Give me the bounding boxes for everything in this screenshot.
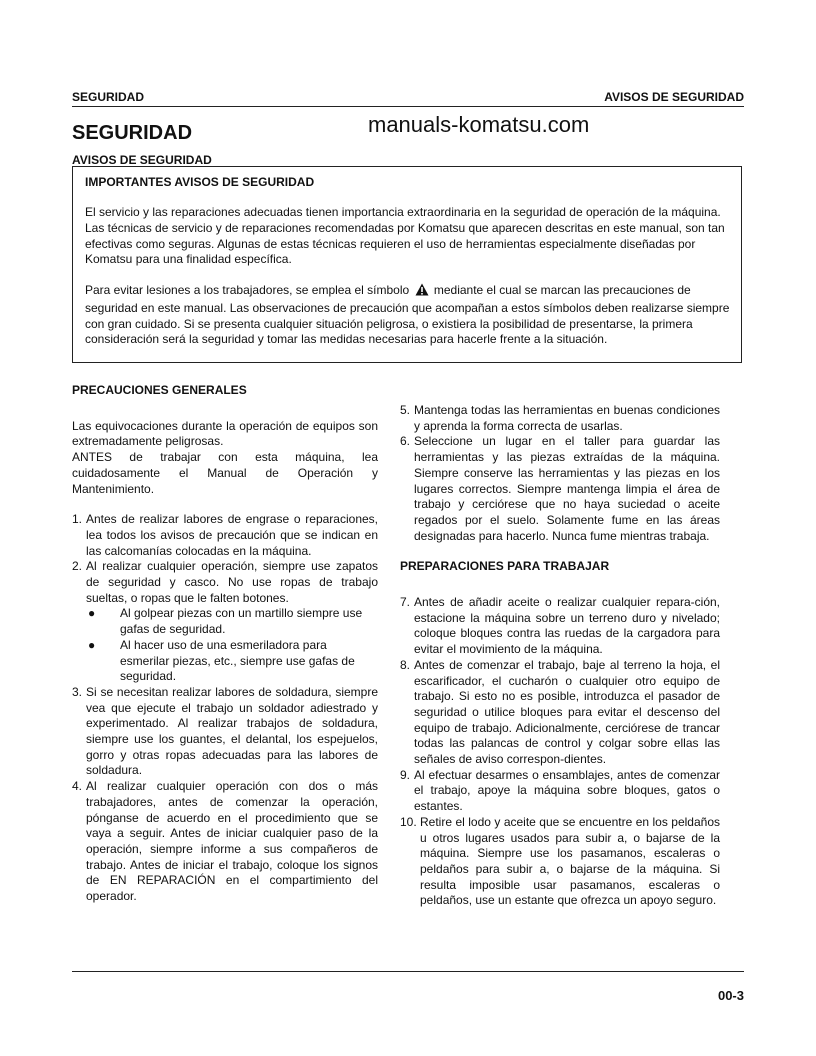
list-item-text: en el compartimiento del operador. [86,873,378,904]
list-item [72,512,378,559]
list-item [400,403,720,434]
list-item-text: Antes de realizar labores de engrase o reparaciones, lea todos los avisos de precaución que se indican en las calcomanías colocadas en la máquina. [86,512,378,558]
footer-rule [72,971,744,972]
left-column [72,383,378,905]
list-item-number: 8. [400,657,411,672]
list-item-number: 7. [400,595,411,610]
safety-notice-box [72,166,742,363]
list-item-number: 9. [400,767,411,782]
bullet-text: Al golpear piezas con un martillo siempre use gafas de seguridad. [120,606,363,637]
list-item-text: Mantenga todas las herramientas en buenas condiciones y aprenda la forma correcta de usarlas. [414,403,720,433]
notice-box-title: IMPORTANTES AVISOS DE SEGURIDAD [85,175,315,189]
general-intro-1: Las equivocaciones durante la operación de equipos son extremadamente peligrosas. [72,418,378,449]
list-item-number: 2. [72,559,83,574]
list-item-text: Antes de comenzar el trabajo, baje al terreno la hoja, el escarificador, el cucharón o cualquier otro equipo de trabajo. Si esto no es posible, introduzca el pasador de seguridad o utilice bloques para evitar el descenso del equipo de trabajo. Adicionalmente, cerciórese de trancar todas las palancas de control y colgar sobre ellas las señales de aviso correspon-dientes. [414,657,720,767]
list-item-text: Seleccione un lugar en el taller para guardar las herramientas y las piezas extraídas de la máquina. Siempre conserve las herramientas y las piezas en los lugares correctos. Siempre mantenga limpia el área de trabajo y cerciórese que no haya suciedad o aceite regados por el suelo. Solamente fume en las áreas designadas para hacerlo. Nunca fume mientras trabaja. [414,434,720,543]
list-item-text: Al realizar cualquier operación con dos o más trabajadores, antes de comenzar la operación, pónganse de acuerdo en el procedimiento que se vaya a seguir. Antes de iniciar cualquier paso de la operación, siempre informe a sus compañeros de trabajo. Antes de iniciar el trabajo, coloque los signos de [86,779,378,888]
right-column [400,403,720,909]
bullet-icon: ● [88,606,96,621]
header-rule [72,106,744,107]
in-repair-sign-label: EN REPARACIÓN [109,873,216,888]
list-item [400,434,720,544]
list-item-text: Si se necesitan realizar labores de soldadura, siempre vea que ejecute el trabajo un soldador adiestrado y experimentado. Al realizar trabajos de soldadura, siempre use los guantes, el delantal, los espejuelos, gorro y otras ropas adecuadas para las labores de soldadura. [86,684,378,778]
page-number: 00-3 [717,988,744,1003]
general-intro-2: ANTES de trabajar con esta máquina, lea cuidadosamente el Manual de Operación y Mantenimiento. [72,450,378,496]
list-item-text: Al efectuar desarmes o ensamblajes, antes de comenzar el trabajo, apoye la máquina sobre bloques, gatos o estantes. [414,767,720,814]
running-header-left: SEGURIDAD [72,90,145,104]
bullet-item [72,606,378,637]
notice-paragraph-2-after: mediante el cual se marcan las precauciones de seguridad en este manual. Las observaciones de precaución que acompañan a estos símbolos deben realizarse siempre con gran cuidado. Si se presenta cualquier situación peligrosa, o existiera la posibilidad de presentarse, la primera consideración será la seguridad y tomar las medidas necesarias para hacerle frente a la situación. [85,283,730,347]
bullet-item [72,638,378,685]
list-item [400,815,720,909]
notice-paragraph-2-before: Para evitar lesiones a los trabajadores, se emplea el símbolo [85,283,410,297]
running-header-right: AVISOS DE SEGURIDAD [604,90,744,104]
list-item [72,779,378,905]
section-subtitle: AVISOS DE SEGURIDAD [72,153,212,167]
notice-paragraph-2 [85,283,731,348]
list-item-text: Al realizar cualquier operación, siempre use zapatos de seguridad y casco. No use ropas de trabajo sueltas, o ropas que le falten botones. [86,559,378,605]
warning-triangle-icon [415,283,429,301]
list-item-number: 6. [400,434,411,449]
list-item [400,595,720,658]
page-title: SEGURIDAD [72,122,193,144]
list-item-number: 4. [72,779,83,794]
bullet-text: Al hacer uso de una esmeriladora para esmerilar piezas, etc., siempre use gafas de seguridad. [120,637,355,684]
list-item [72,685,378,779]
watermark-text: manuals-komatsu.com [368,112,590,137]
list-item-number: 10. [400,814,417,829]
list-item-text: Antes de añadir aceite o realizar cualquier repara-ción, estacione la máquina sobre un terreno duro y nivelado; coloque bloques contra las ruedas de la cargadora para evitar el movimiento de la máquina. [414,595,720,657]
list-item-text: Retire el lodo y aceite que se encuentre en los peldaños u otros lugares usados para subir a, o bajarse de la máquina. Siempre use los pasamanos, escaleras o peldaños para subir a, o bajarse de la máquina. Si resulta imposible usar pasamanos, escaleras o peldaños, use un estante que ofrezca un apoyo seguro. [420,814,720,908]
list-item-number: 3. [72,684,83,699]
list-item-number: 1. [72,512,83,527]
list-item [72,559,378,606]
work-preparations-heading: PREPARACIONES PARA TRABAJAR [400,559,610,574]
list-item-number: 5. [400,403,411,417]
bullet-icon: ● [88,637,96,652]
list-item [400,658,720,768]
list-item [400,768,720,815]
notice-paragraph-1: El servicio y las reparaciones adecuadas tienen importancia extraordinaria en la seguridad de operación de la máquina. Las técnicas de servicio y de reparaciones recomendadas por Komatsu que aparecen descritas en este manual, son tan efectivas como seguras. Algunas de estas técnicas requieren el uso de herramientas especialmente diseñadas por Komatsu para una finalidad específica. [85,205,725,267]
general-precautions-heading: PRECAUCIONES GENERALES [72,383,247,397]
